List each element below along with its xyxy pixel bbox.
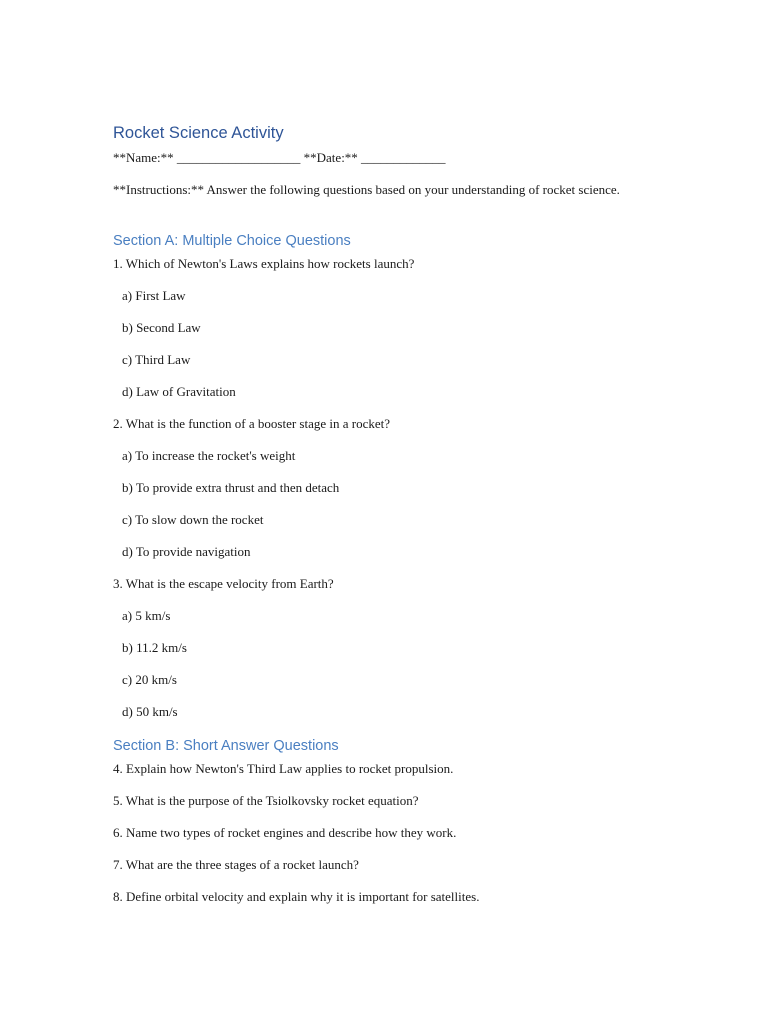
question-3-option-c: c) 20 km/s <box>122 672 177 687</box>
question-7: 7. What are the three stages of a rocket launch? <box>113 857 359 872</box>
question-3-option-d: d) 50 km/s <box>122 704 178 719</box>
question-2-option-d: d) To provide navigation <box>122 544 251 559</box>
name-date-line: **Name:** ___________________ **Date:** _____________ <box>113 150 446 165</box>
document-title: Rocket Science Activity <box>113 124 284 142</box>
section-b-heading: Section B: Short Answer Questions <box>113 738 339 754</box>
instructions-text: **Instructions:** Answer the following questions based on your understanding of rocket science. <box>113 182 620 197</box>
question-2-option-c: c) To slow down the rocket <box>122 512 264 527</box>
question-3-option-b: b) 11.2 km/s <box>122 640 187 655</box>
question-6: 6. Name two types of rocket engines and describe how they work. <box>113 825 457 840</box>
question-1-option-d: d) Law of Gravitation <box>122 384 236 399</box>
question-1: 1. Which of Newton's Laws explains how rockets launch? <box>113 256 415 271</box>
question-5: 5. What is the purpose of the Tsiolkovsky rocket equation? <box>113 793 419 808</box>
question-3: 3. What is the escape velocity from Earth? <box>113 576 334 591</box>
question-1-option-a: a) First Law <box>122 288 186 303</box>
question-2-option-a: a) To increase the rocket's weight <box>122 448 296 463</box>
question-3-option-a: a) 5 km/s <box>122 608 171 623</box>
section-a-heading: Section A: Multiple Choice Questions <box>113 233 351 249</box>
question-8: 8. Define orbital velocity and explain why it is important for satellites. <box>113 889 480 904</box>
question-1-option-c: c) Third Law <box>122 352 191 367</box>
question-4: 4. Explain how Newton's Third Law applies to rocket propulsion. <box>113 761 454 776</box>
question-2: 2. What is the function of a booster stage in a rocket? <box>113 416 391 431</box>
question-1-option-b: b) Second Law <box>122 320 201 335</box>
question-2-option-b: b) To provide extra thrust and then detach <box>122 480 340 495</box>
